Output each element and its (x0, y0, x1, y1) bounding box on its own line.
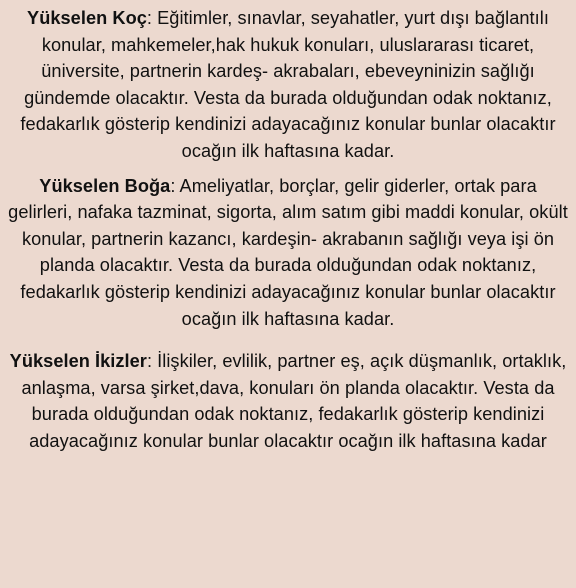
sign-heading-boga: Yükselen Boğa (39, 175, 171, 196)
paragraph-body-ikizler: : İlişkiler, evlilik, partner eş, açık düşmanlık, ortaklık, anlaşma, varsa şirket,dava, konuları ön planda olacaktır. Vesta da burada olduğundan odak noktanız, fedakarlık gösterip kendinizi adayacağınız konular bunlar olacaktır ocağın ilk haftasına kadar (21, 351, 567, 451)
paragraph-body-boga: : Ameliyatlar, borçlar, gelir giderler, ortak para gelirleri, nafaka tazminat, sigorta, alım satım gibi maddi konular, okült konular, partnerin kazancı, kardeşin- akrabanın sağlığı veya işi ön planda olacaktır. Vesta da burada olduğundan odak noktanız, fedakarlık gösterip kendinizi adayacağınız konular bunlar olacaktır ocağın ilk haftasına kadar. (8, 175, 568, 329)
sign-heading-ikizler: Yükselen İkizler (9, 351, 147, 372)
paragraph-yukselen-ikizler (6, 348, 570, 454)
paragraph-body-koc: : Eğitimler, sınavlar, seyahatler, yurt dışı bağlantılı konular, mahkemeler,hak hukuk konuları, uluslararası ticaret, üniversite, partnerin kardeş- akrabaları, ebeveyninizin sağlığı gündemde olacaktır. Vesta da burada olduğundan odak noktanız, fedakarlık gösterip kendinizi adayacağınız konular bunlar olacaktır ocağın ilk haftasına kadar. (20, 8, 556, 161)
paragraph-yukselen-boga (6, 173, 570, 333)
paragraph-yukselen-koc (6, 5, 570, 165)
sign-heading-koc: Yükselen Koç (27, 8, 147, 28)
